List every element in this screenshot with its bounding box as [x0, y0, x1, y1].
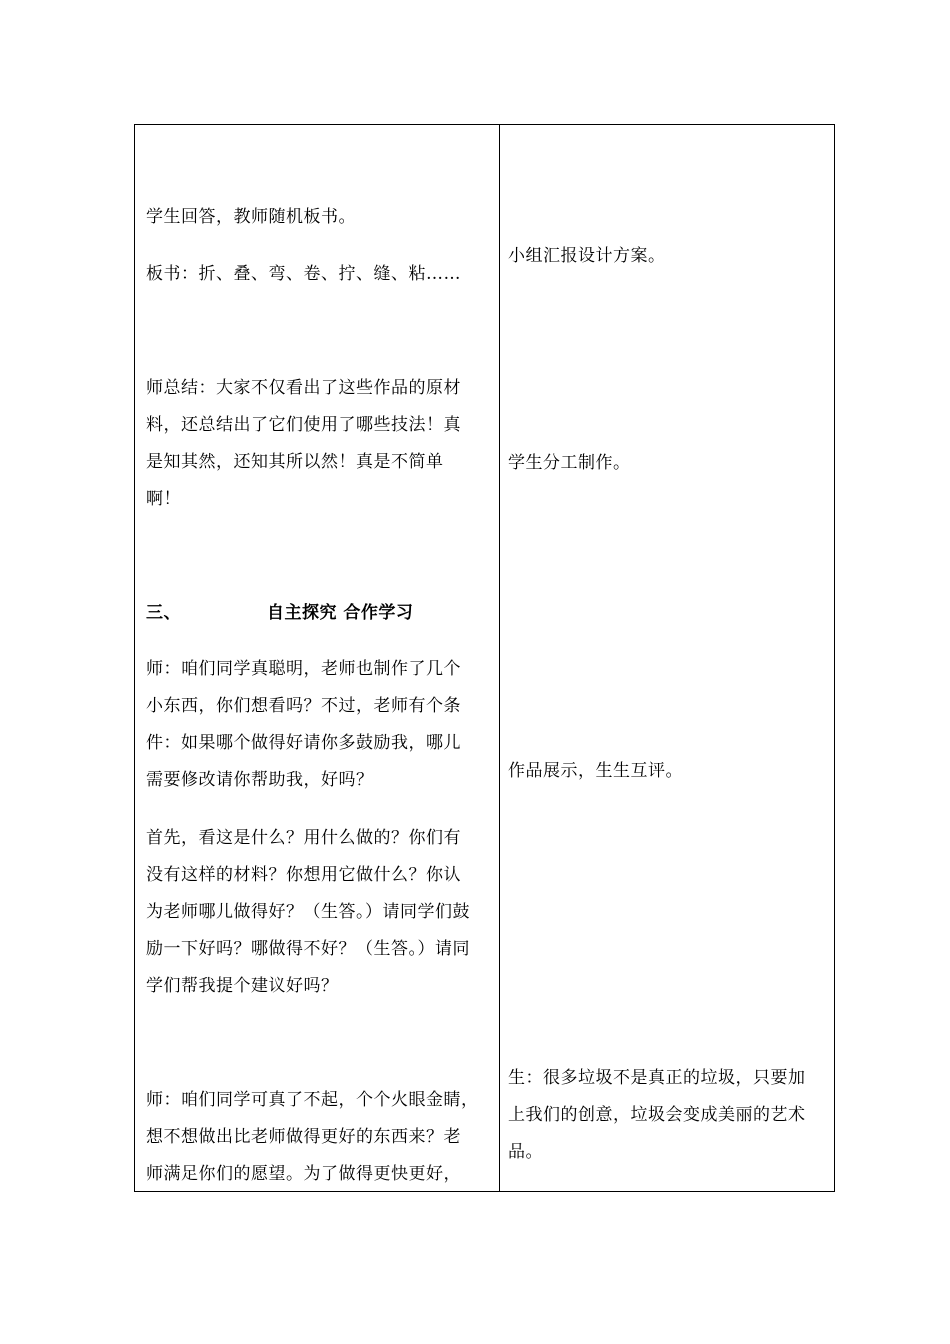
left-p4-line-1: 师：咱们同学真聪明，老师也制作了几个 — [146, 659, 461, 679]
left-p4-line-3: 件：如果哪个做得好请你多鼓励我，哪儿 — [146, 733, 461, 753]
section-heading — [146, 595, 413, 632]
left-summary-line-1: 师总结：大家不仅看出了这些作品的原材 — [146, 378, 461, 398]
left-p6-line-1: 师：咱们同学可真了不起，个个火眼金睛， — [146, 1090, 479, 1110]
left-paragraph-2: 板书：折、叠、弯、卷、拧、缝、粘…… — [146, 264, 461, 284]
right-item-4-line-3: 品。 — [508, 1142, 543, 1162]
left-p5-line-5: 学们帮我提个建议好吗？ — [146, 976, 339, 996]
section-heading-number: 三、 — [146, 603, 181, 623]
right-item-3: 作品展示，生生互评。 — [508, 761, 683, 781]
right-item-2: 学生分工制作。 — [508, 453, 631, 473]
left-p5-line-1: 首先，看这是什么？用什么做的？你们有 — [146, 828, 461, 848]
left-summary-line-3: 是知其然，还知其所以然！真是不简单 — [146, 452, 444, 472]
left-p5-line-3: 为老师哪儿做得好？（生答。）请同学们鼓 — [146, 902, 470, 922]
left-p6-line-2: 想不想做出比老师做得更好的东西来？老 — [146, 1127, 461, 1147]
section-heading-text: 自主探究 合作学习 — [267, 603, 414, 623]
lesson-table — [134, 124, 835, 1192]
left-p5-line-2: 没有这样的材料？你想用它做什么？你认 — [146, 865, 461, 885]
left-summary-line-4: 啊！ — [146, 489, 181, 509]
left-p5-line-4: 励一下好吗？哪做得不好？（生答。）请同 — [146, 939, 470, 959]
left-p4-line-2: 小东西，你们想看吗？不过，老师有个条 — [146, 696, 461, 716]
right-item-4-line-1: 生：很多垃圾不是真正的垃圾，只要加 — [508, 1068, 806, 1088]
left-p6-line-3: 师满足你们的愿望。为了做得更快更好， — [146, 1164, 461, 1184]
column-divider — [499, 125, 500, 1191]
right-item-4-line-2: 上我们的创意，垃圾会变成美丽的艺术 — [508, 1105, 806, 1125]
left-paragraph-1: 学生回答，教师随机板书。 — [146, 207, 356, 227]
left-summary-line-2: 料，还总结出了它们使用了哪些技法！真 — [146, 415, 461, 435]
right-item-1: 小组汇报设计方案。 — [508, 246, 666, 266]
left-p4-line-4: 需要修改请你帮助我，好吗？ — [146, 770, 374, 790]
